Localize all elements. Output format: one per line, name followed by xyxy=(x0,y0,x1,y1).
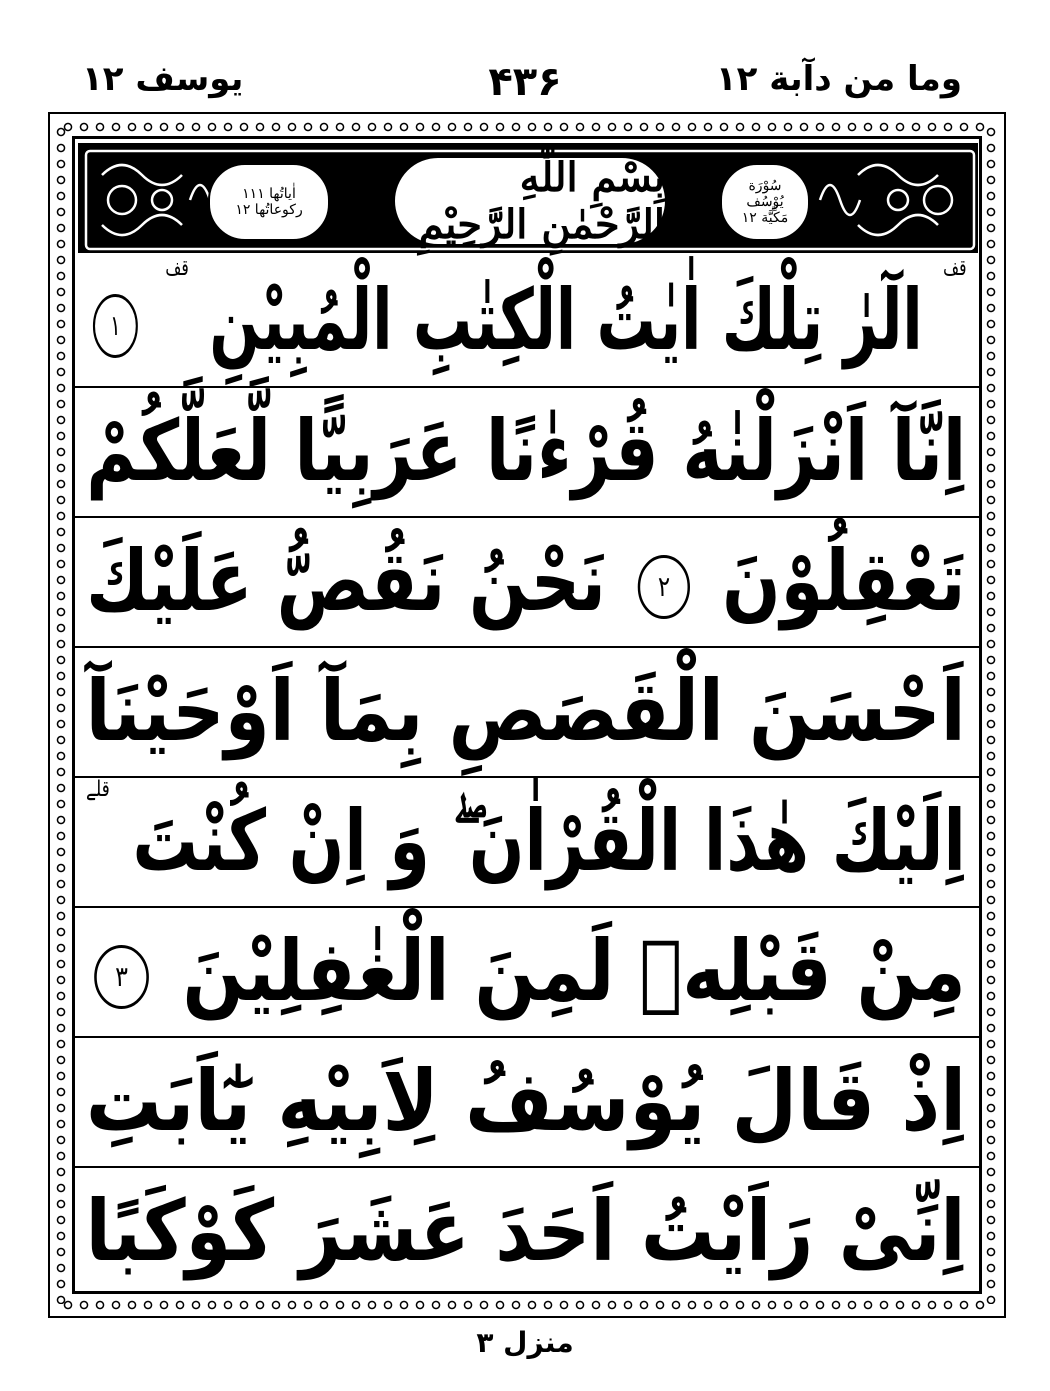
ayah-number-marker: ۳ xyxy=(95,945,150,1009)
waqf-mark: قلے xyxy=(86,777,110,802)
surah-label: سُوْرَة xyxy=(748,177,782,194)
chain-border-bottom xyxy=(60,1298,990,1312)
verse-text: مِنْ قَبْلِهٖ لَمِنَ الْغٰفِلِیْنَ xyxy=(182,922,967,1020)
ayah-count: اٰیاتُها ۱۱۱ xyxy=(242,185,296,202)
header-juz-title: وما من دآبة ۱۲ xyxy=(715,59,962,99)
chain-border-left xyxy=(54,124,68,1304)
page-number: ۴۳۶ xyxy=(488,59,562,105)
verse-lines xyxy=(73,256,979,1293)
verse-text: اِنِّیْ رَاَیْتُ اَحَدَ عَشَرَ كَوْكَبًا xyxy=(86,1182,966,1280)
verse-text: نَحْنُ نَقُصُّ عَلَیْكَ xyxy=(86,532,607,630)
ayah-number-marker: ۲ xyxy=(638,555,690,619)
verse-line-8 xyxy=(73,1166,979,1294)
verse-text: تَعْقِلُوْنَ xyxy=(722,532,966,630)
waqf-mark: قف xyxy=(942,256,967,281)
chain-border-top xyxy=(60,120,990,134)
waqf-mark: قف xyxy=(165,256,189,281)
ayah-ruku-count xyxy=(208,163,330,241)
surah-name: یُوْسُف xyxy=(746,193,784,210)
ayah-number-marker: ۱ xyxy=(93,294,138,358)
surah-name-info xyxy=(720,163,810,241)
verse-line-3 xyxy=(73,516,979,644)
verse-line-7 xyxy=(73,1036,979,1164)
surah-banner xyxy=(78,143,978,253)
bismillah-panel xyxy=(392,155,668,247)
verse-line-5 xyxy=(73,776,979,904)
bismillah: بِسْمِ اللّٰهِ الرَّحْمٰنِ الرَّحِیْمِ xyxy=(418,154,665,248)
header-surah-title: یوسف ۱۲ xyxy=(82,59,244,99)
verse-text: اَحْسَنَ الْقَصَصِ بِمَآ اَوْحَیْنَآ xyxy=(85,662,967,760)
ruku-count: رکوعاتُها ۱۲ xyxy=(235,202,303,218)
verse-text: اِلَیْكَ هٰذَا الْقُرْاٰنَ ۖ وَ اِنْ كُنْتَ xyxy=(132,792,966,890)
verse-text: اِذْ قَالَ یُوْسُفُ لِاَبِیْهِ یٰٓاَبَتِ xyxy=(85,1052,967,1150)
verse-text: اِنَّآ اَنْزَلْنٰهُ قُرْءٰنًا عَرَبِیًّا لَّعَلَّكُمْ xyxy=(85,402,967,500)
manzil-footer: منزل ۳ xyxy=(476,1326,574,1359)
verse-line-2 xyxy=(73,386,979,514)
verse-line-1 xyxy=(73,256,979,384)
verse-line-4 xyxy=(73,646,979,774)
surah-makki: مَکِّیَّة ۱۲ xyxy=(741,210,789,227)
verse-text: الٓرٰ تِلْكَ اٰیٰتُ الْكِتٰبِ الْمُبِیْنِ xyxy=(209,271,923,369)
verse-line-6 xyxy=(73,906,979,1034)
chain-border-right xyxy=(984,124,998,1304)
